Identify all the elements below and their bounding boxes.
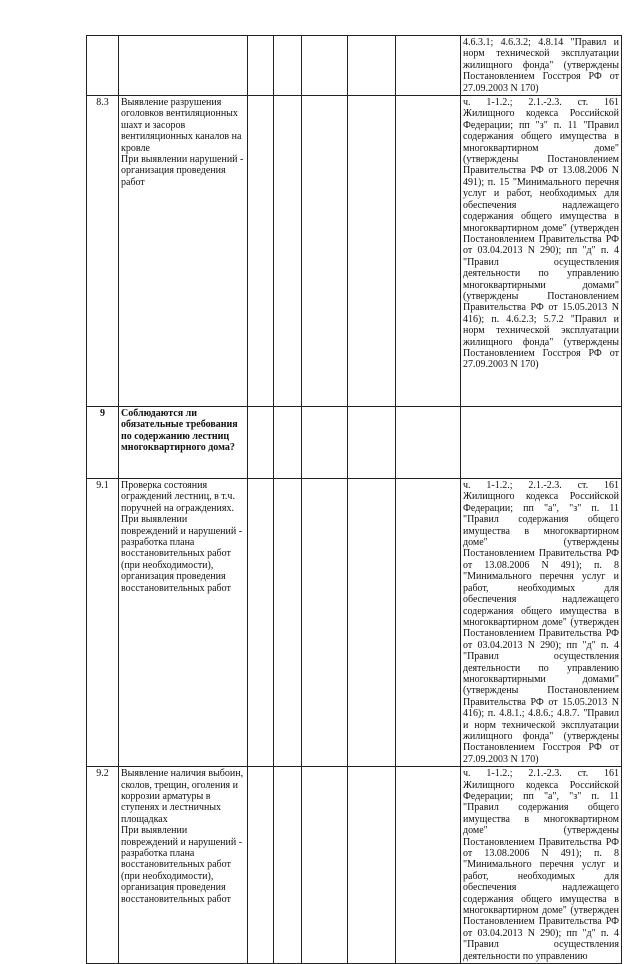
answer-extra-cell — [348, 479, 396, 767]
answer-no-cell — [274, 96, 302, 407]
requirement-text: Проверка состояния ограждений лестниц, в т.ч. поручней на ограждениях. При выявлении повреждений и нарушений - разработка плана восстановительных работ (при необходимости), организация проведения восстановительных работ — [119, 479, 248, 767]
answer-extra-cell — [348, 767, 396, 964]
answer-yes-cell — [248, 479, 274, 767]
requirement-text: Выявление разрушения оголовков вентиляционных шахт и засоров вентиляционных каналов на кровле При выявлении нарушений - организация проведения работ — [119, 96, 248, 407]
row-number — [87, 36, 119, 96]
answer-no-cell — [274, 767, 302, 964]
requirements-table — [86, 35, 622, 964]
requirement-text — [119, 36, 248, 96]
answer-extra-cell — [348, 96, 396, 407]
notes-cell — [396, 767, 461, 964]
table-row — [87, 96, 622, 407]
answer-extra-cell — [348, 36, 396, 96]
answer-no-cell — [274, 36, 302, 96]
row-number: 9 — [87, 407, 119, 479]
legal-reference — [461, 407, 622, 479]
legal-reference: ч. 1-1.2.; 2.1.-2.3. ст. 161 Жилищного кодекса Российской Федерации; пп "а", "з" п. 11 "Правил содержания общего имущества в многоквартирном доме" (утверждены Постановлением Правительства РФ от 13.08.2006 N 491); п. 8 "Минимального перечня услуг и работ, необходимых для обеспечения надлежащего содержания общего имущества в многоквартирном доме" (утвержден Постановлением Правительства РФ от 03.04.2013 N 290); пп "д" п. 4 "Правил осуществления деятельности по управлению многоквартирными домами" (утверждены Постановлением Правительства РФ от 15.05.2013 N 416); п. 4.8.1.; 4.8.6.; 4.8.7. "Правил и норм технической эксплуатации жилищного фонда" (утверждены Постановлением Госстроя РФ от 27.09.2003 N 170) — [461, 479, 622, 767]
answer-na-cell — [302, 767, 348, 964]
table-row — [87, 767, 622, 964]
answer-yes-cell — [248, 767, 274, 964]
answer-extra-cell — [348, 407, 396, 479]
answer-yes-cell — [248, 96, 274, 407]
notes-cell — [396, 479, 461, 767]
legal-reference: 4.6.3.1; 4.6.3.2; 4.8.14 "Правил и норм технической эксплуатации жилищного фонда" (утверждены Постановлением Госстроя РФ от 27.09.2003 N 170) — [461, 36, 622, 96]
row-number: 9.2 — [87, 767, 119, 964]
answer-na-cell — [302, 96, 348, 407]
row-number: 9.1 — [87, 479, 119, 767]
notes-cell — [396, 96, 461, 407]
requirement-text: Выявление наличия выбоин, сколов, трещин, оголения и коррозии арматуры в ступенях и лестничных площадках При выявлении повреждений и нарушений - разработка плана восстановительных работ (при необходимости), организация проведения восстановительных работ — [119, 767, 248, 964]
answer-no-cell — [274, 407, 302, 479]
legal-reference: ч. 1-1.2.; 2.1.-2.3. ст. 161 Жилищного кодекса Российской Федерации; пп "а", "з" п. 11 "Правил содержания общего имущества в многоквартирном доме" (утверждены Постановлением Правительства РФ от 13.08.2006 N 491); п. 8 "Минимального перечня услуг и работ, необходимых для обеспечения надлежащего содержания общего имущества в многоквартирном доме" (утвержден Постановлением Правительства РФ от 03.04.2013 N 290); пп "д" п. 4 "Правил осуществления деятельности по управлению — [461, 767, 622, 964]
notes-cell — [396, 36, 461, 96]
table-row — [87, 407, 622, 479]
table-row — [87, 36, 622, 96]
answer-yes-cell — [248, 407, 274, 479]
row-number: 8.3 — [87, 96, 119, 407]
legal-reference: ч. 1-1.2.; 2.1.-2.3. ст. 161 Жилищного кодекса Российской Федерации; пп "з" п. 11 "Правил содержания общего имущества в многоквартирном доме" (утверждены Постановлением Правительства РФ от 13.08.2006 N 491); п. 15 "Минимального перечня услуг и работ, необходимых для обеспечения надлежащего содержания общего имущества в многоквартирном доме" (утвержден Постановлением Правительства РФ от 03.04.2013 N 290); пп "д" п. 4 "Правил осуществления деятельности по управлению многоквартирными домами" (утверждены Постановлением Правительства РФ от 15.05.2013 N 416); п. 4.6.2.3; 5.7.2 "Правил и норм технической эксплуатации жилищного фонда" (утверждены Постановлением Госстроя РФ от 27.09.2003 N 170) — [461, 96, 622, 407]
answer-na-cell — [302, 479, 348, 767]
answer-na-cell — [302, 36, 348, 96]
answer-no-cell — [274, 479, 302, 767]
notes-cell — [396, 407, 461, 479]
answer-na-cell — [302, 407, 348, 479]
answer-yes-cell — [248, 36, 274, 96]
table-row — [87, 479, 622, 767]
section-heading: Соблюдаются ли обязательные требования по содержанию лестниц многоквартирного дома? — [119, 407, 248, 479]
